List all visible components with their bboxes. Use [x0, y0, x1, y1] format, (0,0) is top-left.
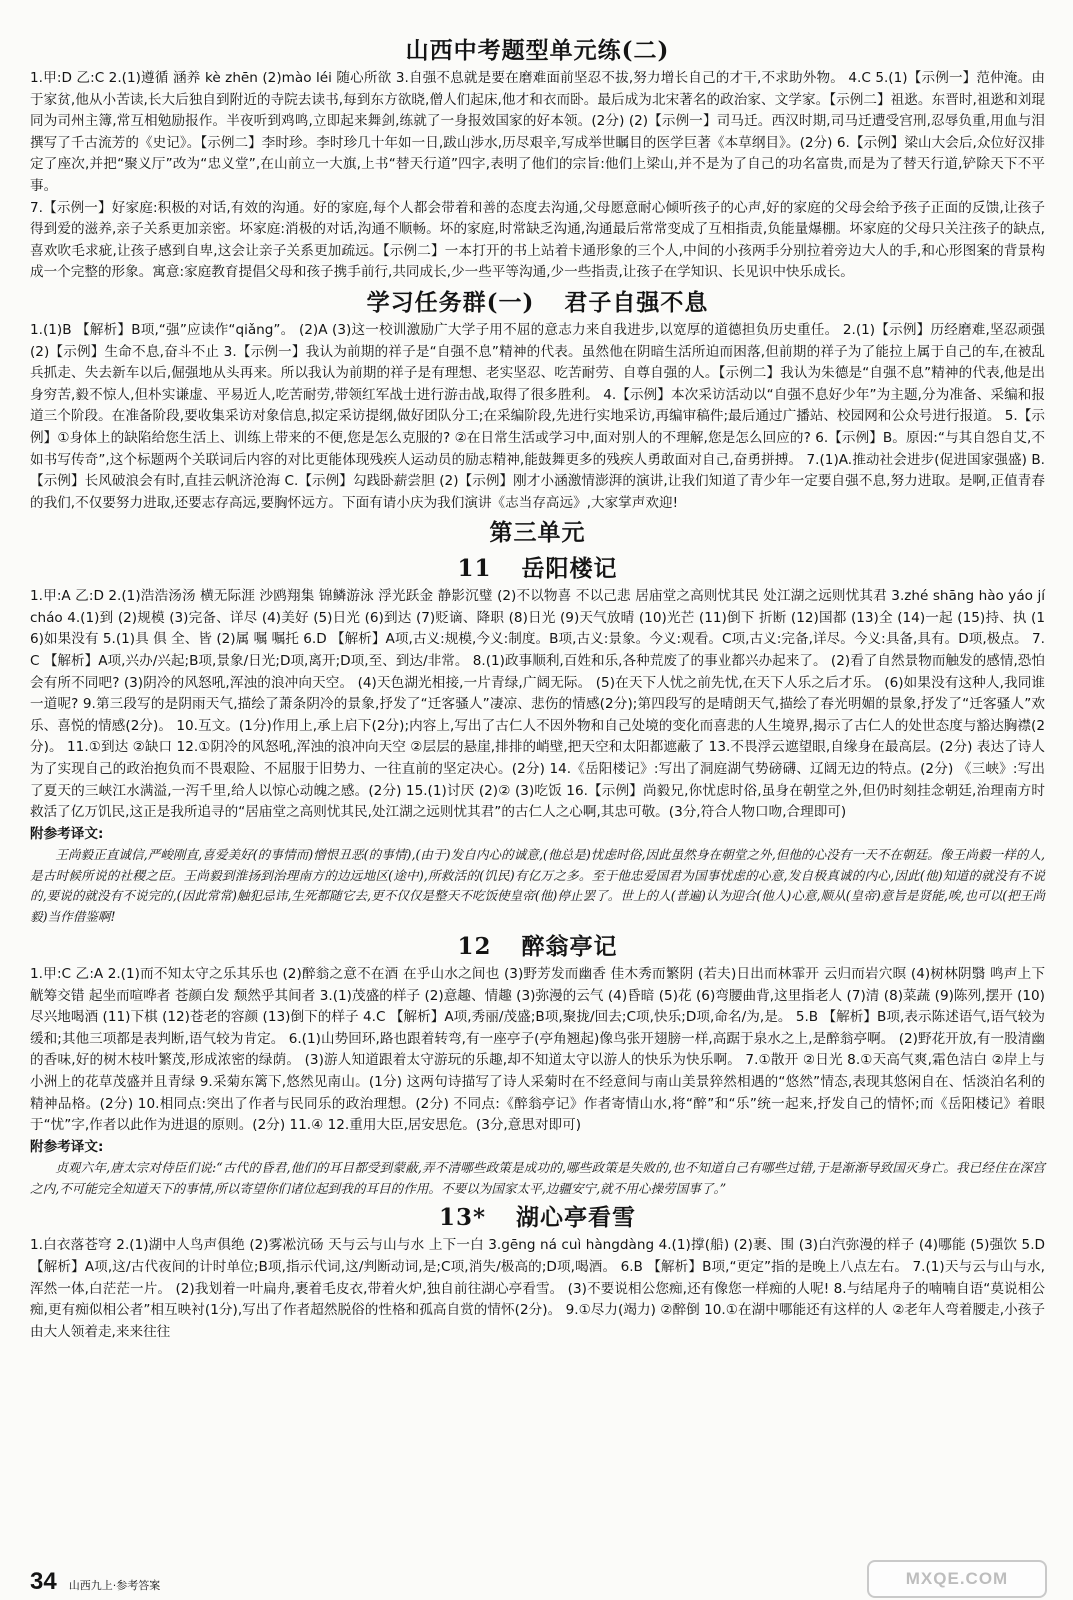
watermark-logo: MXQE.COM — [867, 1560, 1047, 1598]
section-paragraph: 7.【示例一】好家庭:积极的对话,有效的沟通。好的家庭,每个人都会带着和善的态度去沟通,父母愿意耐心倾听孩子的心声,好的家庭的父母会给予孩子正面的反馈,让孩子得到爱的滋养,亲子关系更加亲密。坏家庭:消极的对话,沟通不顺畅。坏的家庭,时常缺乏沟通,沟通最后常常变成了互相指责,负能量爆棚。坏家庭的父母只关注孩子的缺点,喜欢吹毛求疵,让孩子感到自卑,这会让亲子关系更加疏远。【示例二】一本打开的书上站着卡通形象的三个人,中间的小孩两手分别拉着旁边大人的手,和心形图案的背景构成一个完整的形象。寓意:家庭教育提倡父母和孩子携手前行,共同成长,少一些平等沟通,少一些指责,让孩子在学知识、长见识中快乐成长。 — [30, 199, 1045, 281]
section-paragraph: 1.甲:C 乙:A 2.(1)而不知太守之乐其乐也 (2)醉翁之意不在酒 在乎山水之间也 (3)野芳发而幽香 佳木秀而繁阴 (若夫)日出而林霏开 云归而岩穴暝 (4)树林阴翳 鸣声上下 觥筹交错 起坐而喧哗者 苍颜白发 颓然乎其间者 3.(1)茂盛的样子 (2)意趣、情趣 (3)弥漫的云气 (4)昏暗 (5)花 (6)弯腰曲背,这里指老人 (7)清 (8)菜蔬 (9)陈列,摆开 (10)尽兴地喝酒 (11)下棋 (12)苍老的容颜 (13)倒下的样子 4.C 【解析】A项,秀丽/茂盛;B项,聚拢/回去;C项,快乐;D项,命名/为,是。 5.B 【解析】B项,表示陈述语气,语气较为缓和;其他三项都是表判断,语气较为肯定。 6.(1)山势回环,路也跟着转弯,有一座亭子(亭角翘起)像鸟张开翅膀一样,高踞于泉水之上,是醉翁亭啊。 (2)野花开放,有一股清幽的香味,好的树木枝叶繁茂,形成浓密的绿荫。 (3)游人知道跟着太守游玩的乐趣,却不知道太守以游人的快乐为快乐啊。 7.①散开 ②日光 8.①天高气爽,霜色洁白 ②岸上与小洲上的花草茂盛并且青绿 9.采菊东篱下,悠然见南山。(1分) 这两句诗描写了诗人采菊时在不经意间与南山美景猝然相遇的“悠然”情态,表现其悠闲自在、恬淡泊名利的精神品格。(2分) 10.相同点:突出了作者与民同乐的政治理想。(2分) 不同点:《醉翁亭记》作者寄情山水,将“醉”和“乐”统一起来,抒发自己的情怀;而《岳阳楼记》着眼于“忧”字,作者以此作为进退的原则。(2分) 11.④ 12.重用大臣,居安思危。(3分,意思对即可) — [30, 966, 1045, 1134]
section-paragraph: 1.(1)B 【解析】B项,“强”应读作“qiǎng”。 (2)A (3)这一校训激励广大学子用不屈的意志力来自我进步,以宽厚的道德担负历史重任。 2.(1)【示例】历经磨难,坚忍顽强 (2)【示例】生命不息,奋斗不止 3.【示例一】我认为前期的祥子是“自强不息”精神的代表。虽然他在阴暗生活所迫而困落,但前期的祥子为了能拉上属于自己的车,在被乱兵抓走、失去新车以后,倔强地从头再来。所以我认为前期的祥子是有理想、老实坚忍、吃苦耐劳、自尊自强的人。【示例二】我认为朱德是“自强不息”精神的代表,他是出身穷苦,毅不惊人,但朴实谦虚、平易近人,吃苦耐劳,带领红军战士进行游击战,取得了很多胜利。 4.【示例】本次采访活动以“自强不息好少年”为主题,分为准备、采编和报道三个阶段。在准备阶段,要收集采访对象信息,拟定采访提纲,做好团队分工;在采编阶段,先进行实地采访,再编审稿件;最后通过广播站、校园网和公众号进行报道。 5.【示例】①身体上的缺陷给您生活上、训练上带来的不便,您是怎么克服的? ②在日常生活或学习中,面对别人的不理解,您是怎么回应的? 6.【示例】B。原因:“与其自怨自艾,不如书写传奇”,这个标题两个关联词后内容的对比更能体现残疾人运动员的励志精神,能鼓舞更多的残疾人勇敢面对自己,奋勇拼搏。 7.(1)A.推动社会进步(促进国家强盛) B.【示例】长风破浪会有时,直挂云帆济沧海 C.【示例】勾践卧薪尝胆 (2)【示例】刚才小涵激情澎湃的演讲,让我们知道了青少年一定要自强不息,努力进取。是啊,正值青春的我们,不仅要努力进取,还要志存高远,要胸怀远方。下面有请小庆为我们演讲《志当存高远》,大家掌声欢迎! — [30, 321, 1045, 511]
translation-text: 王尚毅正直诚信,严峻刚直,喜爱美好(的事情而)憎恨丑恶(的事情),(由于)发自内心的诚意,(他总是)忧虑时俗,因此虽然身在朝堂之外,但他的心没有一天不在朝廷。像王尚毅一样的人,是古时候所说的社稷之臣。王尚毅到淮扬到治理南方的边远地区(途中),所救活的(饥民)有亿万之多。至于他忠爱国君为国事忧虑的心意,发自极真诚的内心,因此(他)知道的就没有不说的,要说的就没有不说完的,(因此常常)触犯忌讳,生死都随它去,更不仅仅是整天不吃饭使皇帝(他)停止罢了。世上的人(普遍)认为迎合(他人)心意,顺从(皇帝)意旨是贤能,唉,也可以(把王尚毅)当作借鉴啊! — [30, 846, 1045, 925]
translation-text: 贞观六年,唐太宗对侍臣们说:“古代的昏君,他们的耳目都受到蒙蔽,弄不清哪些政策是成功的,哪些政策是失败的,也不知道自己有哪些过错,于是渐渐导致国灭身亡。我已经住在深宫之内,不可能完全知道天下的事情,所以寄望你们诸位起到我的耳目的作用。不要以为国家太平,边疆安宁,就不用心操劳国事了。” — [30, 1159, 1045, 1196]
lesson-title-huxinting: 13* 湖心亭看雪 — [438, 1204, 637, 1232]
unit-title: 第三单元 — [489, 519, 586, 547]
translation-label: 附参考译文: — [30, 825, 104, 842]
section-paragraph: 1.甲:D 乙:C 2.(1)遵循 涵养 kè zhēn (2)mào léi 随心所欲 3.自强不息就是要在磨难面前坚忍不拔,努力增长自己的才干,不求助外物。 4.C 5.(1)【示例一】范仲淹。由于家贫,他从小苦读,长大后独自到附近的寺院去读书,每到东方欲晓,僧人们起床,他才和衣而卧。最后成为北宋著名的政治家、文学家。【示例二】祖逖。东晋时,祖逖和刘琨同为司州主簿,常互相勉励报作。半夜听到鸡鸣,立即起来舞剑,练就了一身报效国家的好本领。(2分) (2)【示例一】司马迁。西汉时期,司马迁遭受宫刑,忍辱负重,用血与泪撰写了千古流芳的《史记》。【示例二】李时珍。李时珍几十年如一日,跋山涉水,历尽艰辛,写成举世瞩目的医学巨著《本草纲目》。(2分) 6.【示例】梁山大会后,众位好汉排定了座次,并把“聚义厅”改为“忠义堂”,在山前立一大旗,上书“替天行道”四字,表明了他们的宗旨:他们上梁山,并不是为了自己的功名富贵,而是为了替天行道,铲除天下不平事。 — [30, 70, 1045, 194]
page-number: 34 — [30, 1568, 57, 1595]
page-footer — [30, 1568, 160, 1596]
footer-caption: 山西九上·参考答案 — [68, 1579, 161, 1592]
section-paragraph: 1.白衣落苍穹 2.(1)湖中人鸟声俱绝 (2)雾凇沆砀 天与云与山与水 上下一白 3.gēng ná cuì hàngdàng 4.(1)撑(船) (2)裹、围 (3)白汽弥漫的样子 (4)哪能 (5)强饮 5.D 【解析】A项,这/古代夜间的计时单位;B项,指示代词,这/判断动词,是;C项,消失/极高的;D项,喝酒。 6.B 【解析】B项,“更定”指的是晚上八点左右。 7.(1)天与云与山与水,浑然一体,白茫茫一片。 (2)我划着一叶扁舟,裹着毛皮衣,带着火炉,独自前往湖心亭看雪。 (3)不要说相公您痴,还有像您一样痴的人呢! 8.与结尾舟子的喃喃自语“莫说相公痴,更有痴似相公者”相互映衬(1分),写出了作者超然脱俗的性格和孤高自赏的情怀(2分)。 9.①尽力(竭力) ②醉倒 10.①在湖中哪能还有这样的人 ②老年人弯着腰走,小孩子由大人领着走,来来往往 — [30, 1237, 1045, 1340]
lesson-title-zuiwengting: 12 醉翁亭记 — [457, 933, 618, 960]
section-title-learning-task-group: 学习任务群(一) 君子自强不息 — [366, 288, 709, 316]
lesson-title-yueyanglou: 11 岳阳楼记 — [457, 555, 618, 583]
translation-label: 附参考译文: — [30, 1138, 104, 1155]
section-title-shanxi-unit-practice: 山西中考题型单元练(二) — [405, 37, 670, 64]
section-paragraph: 1.甲:A 乙:D 2.(1)浩浩汤汤 横无际涯 沙鸥翔集 锦鳞游泳 浮光跃金 静影沉璧 (2)不以物喜 不以己悲 居庙堂之高则忧其民 处江湖之远则忧其君 3.zhé shāng hào yáo jí cháo 4.(1)到 (2)规模 (3)完备、详尽 (4)美好 (5)日光 (6)到达 (7)贬谪、降职 (8)日光 (9)天气放晴 (10)光芒 (11)倒下 折断 (12)国都 (13)全 (14)一起 (15)持、执 (16)如果没有 5.(1)具 俱 全、皆 (2)属 嘱 嘱托 6.D 【解析】A项,古义:规模,今义:制度。B项,古义:景象。今义:观看。C项,古义:完备,详尽。今义:具备,具有。D项,极点。 7.C 【解析】A项,兴办/兴起;B项,景象/日光;D项,离开;D项,至、到达/非常。 8.(1)政事顺利,百姓和乐,各种荒废了的事业都兴办起来了。 (2)看了自然景物而触发的感情,恐怕会有所不同吧? (3)阴冷的风怒吼,浑浊的浪冲向天空。 (4)天色湖光相接,一片青绿,广阔无际。 (5)在天下人忧之前先忧,在天下人乐之后才乐。 (6)如果没有这种人,我同谁一道呢? 9.第三段写的是阴雨天气,描绘了萧条阴冷的景象,抒发了“迁客骚人”凄凉、悲伤的情感(2分);第四段写的是晴朗天气,描绘了春光明媚的景象,抒发了“迁客骚人”欢乐、喜悦的情感(2分)。 10.互文。(1分)作用上,承上启下(2分);内容上,写出了古仁人不因外物和自己处境的变化而喜悲的人生境界,揭示了古仁人的处世态度与豁达胸襟(2分)。 11.①到达 ②缺口 12.①阴冷的风怒吼,浑浊的浪冲向天空 ②层层的悬崖,排排的峭壁,把天空和太阳都遮蔽了 13.不畏浮云遮望眼,自缘身在最高层。(2分) 表达了诗人为了实现自己的政治抱负而不畏艰险、不屈服于旧势力、一往直前的坚定决心。(2分) 14.《岳阳楼记》:写出了洞庭湖气势磅礴、辽阔无边的特点。(2分) 《三峡》:写出了夏天的三峡江水满溢,一泻千里,给人以惊心动魄之感。(2分) 15.(1)讨厌 (2)② (3)吃饭 16.【示例】尚毅兄,你忧虑时俗,虽身在朝堂之外,但仍时刻挂念朝廷,治理南方时救活了亿万饥民,这正是我所追寻的“居庙堂之高则忧其民,处江湖之远则忧其君”的古仁人之心啊,其忠可敬。(3分,符合人物口吻,合理即可) — [30, 588, 1045, 821]
